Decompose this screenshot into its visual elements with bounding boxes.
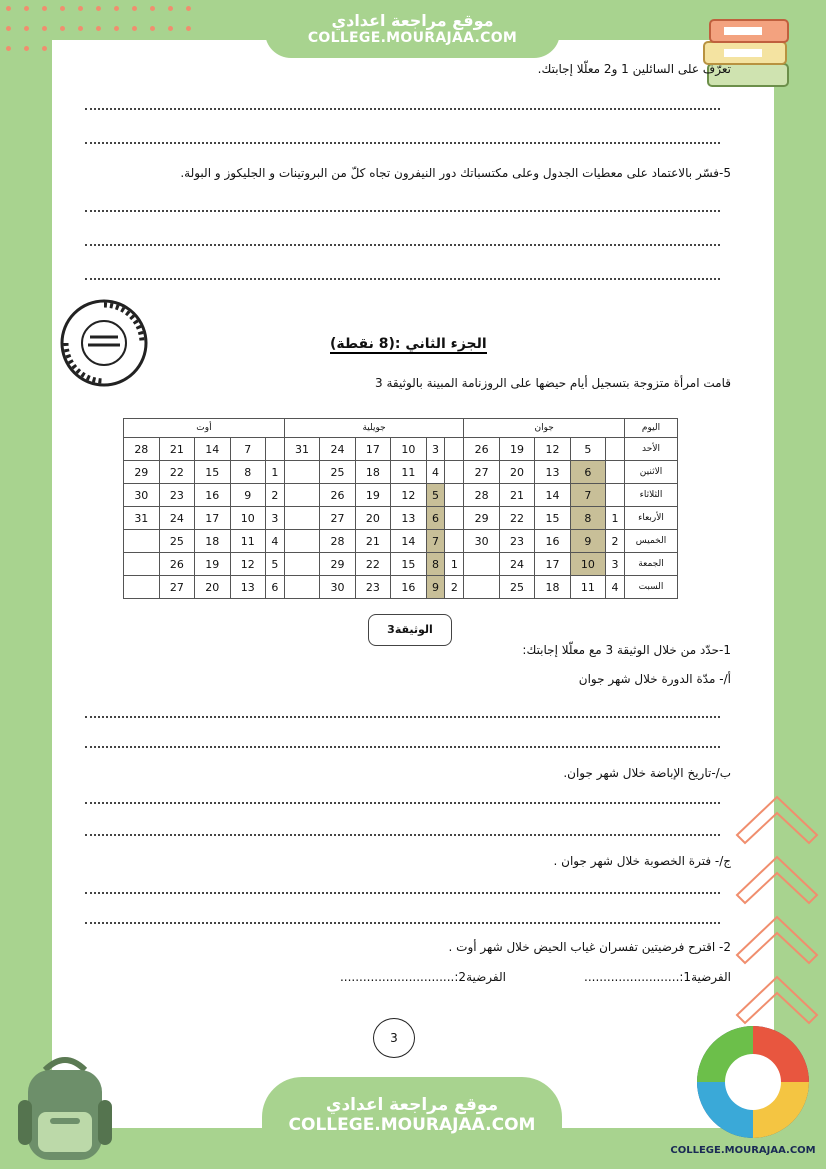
calendar-cell-june: 9 bbox=[570, 530, 605, 553]
calendar-cell-august: 23 bbox=[159, 484, 194, 507]
calendar-row bbox=[124, 438, 678, 461]
calendar-cell-june: 21 bbox=[499, 484, 534, 507]
calendar-cell-july bbox=[445, 530, 464, 553]
calendar-cell-august: 1 bbox=[265, 461, 284, 484]
calendar-cell-july bbox=[284, 530, 319, 553]
decorative-dot bbox=[6, 6, 11, 11]
calendar-cell-july: 2 bbox=[445, 576, 464, 599]
calendar-cell-july: 9 bbox=[426, 576, 445, 599]
top-banner bbox=[265, 6, 560, 58]
calendar-cell-july: 13 bbox=[391, 507, 426, 530]
calendar-cell-june: 30 bbox=[464, 530, 499, 553]
calendar-cell-july bbox=[284, 576, 319, 599]
answer-line[interactable] bbox=[85, 802, 720, 804]
calendar-cell-july bbox=[445, 484, 464, 507]
calendar-cell-june: 13 bbox=[535, 461, 570, 484]
calendar-cell-july: 30 bbox=[320, 576, 355, 599]
calendar-cell-july bbox=[284, 461, 319, 484]
decorative-dot bbox=[6, 26, 11, 31]
header-july: جويلية bbox=[284, 419, 464, 438]
day-name: الاثنين bbox=[625, 461, 678, 484]
calendar-cell-july bbox=[445, 461, 464, 484]
header-day: اليوم bbox=[625, 419, 678, 438]
decorative-dot bbox=[168, 26, 173, 31]
calendar-cell-june: 10 bbox=[570, 553, 605, 576]
calendar-cell-july: 8 bbox=[426, 553, 445, 576]
decorative-dot bbox=[6, 46, 11, 51]
calendar-cell-june: 28 bbox=[464, 484, 499, 507]
calendar-cell-july: 14 bbox=[391, 530, 426, 553]
calendar-cell-july: 6 bbox=[426, 507, 445, 530]
answer-line[interactable] bbox=[85, 142, 720, 144]
calendar-cell-july: 12 bbox=[391, 484, 426, 507]
question-1: 1-حدّد من خلال الوثيقة 3 مع معلّلا إجابتك: bbox=[522, 643, 731, 657]
calendar-cell-august: 10 bbox=[230, 507, 265, 530]
decorative-dot bbox=[60, 26, 65, 31]
calendar-cell-august: 25 bbox=[159, 530, 194, 553]
calendar-cell-june bbox=[464, 576, 499, 599]
calendar-cell-july: 24 bbox=[320, 438, 355, 461]
calendar-cell-august: 22 bbox=[159, 461, 194, 484]
calendar-cell-august: 6 bbox=[265, 576, 284, 599]
decorative-dot bbox=[150, 6, 155, 11]
hypothesis-1[interactable]: الفرضية1:......................... bbox=[584, 970, 731, 984]
calendar-cell-july: 20 bbox=[355, 507, 390, 530]
calendar-cell-august: 5 bbox=[265, 553, 284, 576]
calendar-cell-august: 18 bbox=[195, 530, 230, 553]
calendar-cell-july: 16 bbox=[391, 576, 426, 599]
calendar-cell-june: 2 bbox=[606, 530, 625, 553]
calendar-cell-june bbox=[606, 461, 625, 484]
calendar-cell-june: 17 bbox=[535, 553, 570, 576]
decorative-dot bbox=[186, 26, 191, 31]
part-two-title: الجزء الثاني :(8 نقطة) bbox=[330, 336, 487, 352]
calendar-cell-june: 5 bbox=[570, 438, 605, 461]
calendar-cell-june: 12 bbox=[535, 438, 570, 461]
calendar-cell-august: 19 bbox=[195, 553, 230, 576]
document-3-label: الوثيقة3 bbox=[368, 614, 452, 646]
answer-line[interactable] bbox=[85, 746, 720, 748]
calendar-cell-july: 18 bbox=[355, 461, 390, 484]
calendar-cell-august: 17 bbox=[195, 507, 230, 530]
calendar-cell-july: 3 bbox=[426, 438, 445, 461]
question-1b: ب/-تاريخ الإباضة خلال شهر جوان. bbox=[563, 766, 731, 780]
calendar-cell-august: 31 bbox=[124, 507, 160, 530]
calendar-cell-august: 28 bbox=[124, 438, 160, 461]
decorative-dot bbox=[114, 6, 119, 11]
calendar-row bbox=[124, 530, 678, 553]
calendar-cell-june: 7 bbox=[570, 484, 605, 507]
answer-line[interactable] bbox=[85, 716, 720, 718]
calendar-cell-august: 24 bbox=[159, 507, 194, 530]
calendar-cell-june bbox=[606, 484, 625, 507]
calendar-cell-july: 7 bbox=[426, 530, 445, 553]
calendar-cell-august: 20 bbox=[195, 576, 230, 599]
decorative-dot bbox=[24, 6, 29, 11]
calendar-cell-july bbox=[284, 484, 319, 507]
decorative-dot bbox=[24, 26, 29, 31]
calendar-cell-june: 23 bbox=[499, 530, 534, 553]
calendar-cell-august: 29 bbox=[124, 461, 160, 484]
calendar-cell-august: 16 bbox=[195, 484, 230, 507]
decorative-dot bbox=[60, 6, 65, 11]
calendar-cell-june: 19 bbox=[499, 438, 534, 461]
decorative-dot bbox=[150, 26, 155, 31]
day-name: الثلاثاء bbox=[625, 484, 678, 507]
calendar-cell-july: 15 bbox=[391, 553, 426, 576]
decorative-dot bbox=[78, 6, 83, 11]
answer-line[interactable] bbox=[85, 244, 720, 246]
calendar-cell-july: 1 bbox=[445, 553, 464, 576]
calendar-cell-july bbox=[284, 507, 319, 530]
decorative-dot bbox=[168, 6, 173, 11]
calendar-cell-august: 21 bbox=[159, 438, 194, 461]
decorative-dot bbox=[132, 6, 137, 11]
answer-line[interactable] bbox=[85, 834, 720, 836]
calendar-cell-june: 26 bbox=[464, 438, 499, 461]
question-1c: ج/- فترة الخصوبة خلال شهر جوان . bbox=[553, 854, 731, 868]
site-url: COLLEGE.MOURAJAA.COM bbox=[307, 30, 518, 46]
calendar-cell-june: 6 bbox=[570, 461, 605, 484]
answer-line[interactable] bbox=[85, 210, 720, 212]
decorative-dot bbox=[42, 6, 47, 11]
calendar-cell-june: 15 bbox=[535, 507, 570, 530]
calendar-cell-july: 26 bbox=[320, 484, 355, 507]
calendar-cell-june: 16 bbox=[535, 530, 570, 553]
calendar-cell-june: 18 bbox=[535, 576, 570, 599]
decorative-dot bbox=[114, 26, 119, 31]
calendar-cell-june: 27 bbox=[464, 461, 499, 484]
calendar-row bbox=[124, 553, 678, 576]
calendar-cell-june bbox=[464, 553, 499, 576]
bottom-banner bbox=[262, 1077, 562, 1169]
decorative-dot bbox=[24, 46, 29, 51]
calendar-cell-june: 20 bbox=[499, 461, 534, 484]
decorative-dot bbox=[42, 46, 47, 51]
calendar-cell-june: 25 bbox=[499, 576, 534, 599]
part-two-intro: قامت امرأة متزوجة بتسجيل أيام حيضها على الروزنامة المبينة بالوثيقة 3 bbox=[375, 376, 731, 390]
calendar-cell-june: 3 bbox=[606, 553, 625, 576]
official-stamp-icon bbox=[58, 297, 150, 389]
calendar-cell-june: 24 bbox=[499, 553, 534, 576]
decorative-dot bbox=[186, 6, 191, 11]
calendar-cell-august: 14 bbox=[195, 438, 230, 461]
decorative-dot bbox=[42, 26, 47, 31]
day-name: الخميس bbox=[625, 530, 678, 553]
logo-caption: COLLEGE.MOURAJAA.COM bbox=[670, 1145, 816, 1156]
page-number: 3 bbox=[373, 1018, 415, 1058]
header-june: جوان bbox=[464, 419, 625, 438]
calendar-cell-july: 21 bbox=[355, 530, 390, 553]
calendar-row bbox=[124, 576, 678, 599]
calendar-cell-july: 23 bbox=[355, 576, 390, 599]
calendar-cell-august bbox=[124, 553, 160, 576]
calendar-cell-august: 4 bbox=[265, 530, 284, 553]
calendar-cell-august: 30 bbox=[124, 484, 160, 507]
site-url: COLLEGE.MOURAJAA.COM bbox=[288, 1115, 536, 1135]
calendar-cell-july: 22 bbox=[355, 553, 390, 576]
site-name: موقع مراجعة اعدادي bbox=[325, 1095, 499, 1115]
menstrual-calendar-table bbox=[123, 418, 678, 599]
calendar-cell-july: 10 bbox=[391, 438, 426, 461]
calendar-cell-august: 15 bbox=[195, 461, 230, 484]
calendar-cell-august bbox=[265, 438, 284, 461]
calendar-cell-august: 2 bbox=[265, 484, 284, 507]
site-logo-icon bbox=[693, 1022, 813, 1142]
calendar-cell-july: 25 bbox=[320, 461, 355, 484]
decorative-dot bbox=[132, 26, 137, 31]
calendar-cell-july: 5 bbox=[426, 484, 445, 507]
calendar-cell-august: 27 bbox=[159, 576, 194, 599]
answer-line[interactable] bbox=[85, 922, 720, 924]
calendar-cell-july bbox=[445, 507, 464, 530]
calendar-cell-august bbox=[124, 530, 160, 553]
header-august: أوت bbox=[124, 419, 285, 438]
calendar-cell-august: 13 bbox=[230, 576, 265, 599]
calendar-cell-july: 19 bbox=[355, 484, 390, 507]
answer-line[interactable] bbox=[85, 278, 720, 280]
calendar-cell-july: 11 bbox=[391, 461, 426, 484]
chevron-decoration-icon bbox=[735, 795, 820, 1035]
calendar-cell-august: 12 bbox=[230, 553, 265, 576]
hypothesis-2[interactable]: الفرضية2:.............................. bbox=[339, 970, 506, 984]
calendar-cell-july bbox=[284, 553, 319, 576]
day-name: الجمعة bbox=[625, 553, 678, 576]
calendar-cell-july: 28 bbox=[320, 530, 355, 553]
answer-line[interactable] bbox=[85, 108, 720, 110]
calendar-cell-august bbox=[124, 576, 160, 599]
calendar-cell-june bbox=[606, 438, 625, 461]
calendar-cell-july bbox=[445, 438, 464, 461]
question-2: 2- اقترح فرضيتين تفسران غياب الحيض خلال شهر أوت . bbox=[448, 940, 731, 954]
day-name: السبت bbox=[625, 576, 678, 599]
calendar-row bbox=[124, 507, 678, 530]
books-icon bbox=[700, 12, 795, 97]
calendar-cell-june: 11 bbox=[570, 576, 605, 599]
calendar-cell-july: 29 bbox=[320, 553, 355, 576]
calendar-cell-june: 14 bbox=[535, 484, 570, 507]
decorative-dot bbox=[96, 26, 101, 31]
calendar-cell-june: 22 bbox=[499, 507, 534, 530]
calendar-cell-august: 9 bbox=[230, 484, 265, 507]
calendar-cell-july: 4 bbox=[426, 461, 445, 484]
day-name: الأحد bbox=[625, 438, 678, 461]
calendar-cell-august: 7 bbox=[230, 438, 265, 461]
calendar-row bbox=[124, 484, 678, 507]
question-5-text: 5-فسّر بالاعتماد على معطيات الجدول وعلى مكتسباتك دور النيفرون تجاه كلّ من البروتينات و الجليكوز و البولة. bbox=[180, 166, 731, 180]
calendar-cell-july: 27 bbox=[320, 507, 355, 530]
calendar-cell-june: 29 bbox=[464, 507, 499, 530]
calendar-cell-june: 8 bbox=[570, 507, 605, 530]
decorative-dot bbox=[96, 6, 101, 11]
calendar-cell-june: 4 bbox=[606, 576, 625, 599]
backpack-icon bbox=[10, 1050, 120, 1165]
day-name: الأربعاء bbox=[625, 507, 678, 530]
calendar-cell-july: 17 bbox=[355, 438, 390, 461]
question-1a: أ/- مدّة الدورة خلال شهر جوان bbox=[578, 672, 731, 686]
calendar-cell-july: 31 bbox=[284, 438, 319, 461]
answer-line[interactable] bbox=[85, 892, 720, 894]
calendar-row bbox=[124, 461, 678, 484]
site-name: موقع مراجعة اعدادي bbox=[331, 11, 494, 30]
calendar-cell-august: 3 bbox=[265, 507, 284, 530]
calendar-cell-august: 8 bbox=[230, 461, 265, 484]
calendar-cell-august: 11 bbox=[230, 530, 265, 553]
decorative-dot bbox=[78, 26, 83, 31]
calendar-cell-august: 26 bbox=[159, 553, 194, 576]
calendar-cell-june: 1 bbox=[606, 507, 625, 530]
question-4-text: تعرّف على السائلين 1 و2 معلّلا إجابتك. bbox=[537, 62, 731, 76]
